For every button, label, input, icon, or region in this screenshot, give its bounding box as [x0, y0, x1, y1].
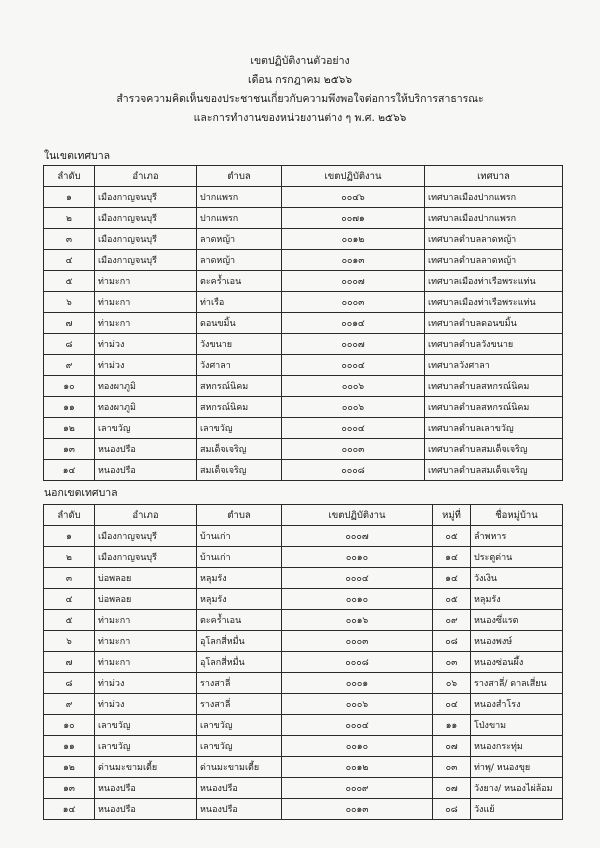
cell-subdistrict: เลาขวัญ: [197, 736, 282, 757]
cell-zone: ๐๐๑๐: [282, 547, 433, 568]
table-row: [44, 334, 563, 355]
cell-moo: ๐๙: [433, 610, 471, 631]
cell-subdistrict: ตะคร้ำเอน: [197, 271, 282, 292]
cell-subdistrict: ปากแพรก: [197, 187, 282, 208]
cell-village: หลุมรัง: [471, 589, 563, 610]
cell-moo: ๐๗: [433, 736, 471, 757]
cell-village: ท่าพุ/ หนองขุย: [471, 757, 563, 778]
cell-village: หนองซึ่แรต: [471, 610, 563, 631]
cell-order: ๑๔: [44, 460, 95, 481]
cell-subdistrict: บ้านเก่า: [197, 526, 282, 547]
cell-subdistrict: วังศาลา: [197, 355, 282, 376]
cell-moo: ๐๖: [433, 673, 471, 694]
cell-order: ๑๑: [44, 736, 95, 757]
table-row: [44, 313, 563, 334]
cell-subdistrict: หลุมรัง: [197, 568, 282, 589]
cell-district: ทองผาภูมิ: [95, 376, 197, 397]
cell-moo: ๐๔: [433, 694, 471, 715]
cell-moo: ๐๘: [433, 799, 471, 820]
cell-order: ๒: [44, 208, 95, 229]
cell-order: ๘: [44, 673, 95, 694]
cell-zone: ๐๐๐๔: [282, 568, 433, 589]
cell-zone: ๐๐๑๓: [282, 250, 425, 271]
cell-municipality: เทศบาลตำบลวังขนาย: [425, 334, 563, 355]
cell-moo: ๐๘: [433, 631, 471, 652]
cell-village: รางสาลี่/ ดาลเสี่ยน: [471, 673, 563, 694]
table1-header-district: อำเภอ: [95, 166, 197, 187]
cell-subdistrict: ท่าเรือ: [197, 292, 282, 313]
cell-zone: ๐๐๔๖: [282, 187, 425, 208]
cell-municipality: เทศบาลตำบลเลาขวัญ: [425, 418, 563, 439]
cell-order: ๑: [44, 187, 95, 208]
table-row: [44, 250, 563, 271]
cell-subdistrict: ปากแพรก: [197, 208, 282, 229]
cell-moo: ๑๑: [433, 715, 471, 736]
table-row: [44, 292, 563, 313]
table-row: [44, 589, 563, 610]
cell-order: ๙: [44, 694, 95, 715]
table-row: [44, 355, 563, 376]
cell-village: วังยาง/ หนองไผ่ล้อม: [471, 778, 563, 799]
cell-order: ๗: [44, 313, 95, 334]
cell-zone: ๐๐๑๐: [282, 736, 433, 757]
cell-order: ๔: [44, 589, 95, 610]
cell-district: ท่าม่วง: [95, 355, 197, 376]
table-row: [44, 715, 563, 736]
header-line-4: และการทำงานของหน่วยงานต่าง ๆ พ.ศ. ๒๕๖๖: [193, 112, 407, 124]
cell-zone: ๐๐๑๒: [282, 229, 425, 250]
cell-subdistrict: หลุมรัง: [197, 589, 282, 610]
cell-order: ๒: [44, 547, 95, 568]
cell-zone: ๐๐๑๓: [282, 799, 433, 820]
cell-order: ๗: [44, 652, 95, 673]
table2-header-subdistrict: ตำบล: [197, 505, 282, 526]
cell-district: เลาขวัญ: [95, 715, 197, 736]
cell-zone: ๐๐๐๗: [282, 271, 425, 292]
cell-order: ๓: [44, 229, 95, 250]
cell-subdistrict: อุโลกสี่หมื่น: [197, 631, 282, 652]
cell-order: ๘: [44, 334, 95, 355]
cell-order: ๑๒: [44, 418, 95, 439]
cell-district: ท่ามะกา: [95, 610, 197, 631]
cell-village: หนองกระทุ่ม: [471, 736, 563, 757]
cell-order: ๑๓: [44, 439, 95, 460]
cell-moo: ๐๓: [433, 757, 471, 778]
table1-title: ในเขตเทศบาล: [44, 150, 111, 162]
cell-zone: ๐๐๐๑: [282, 673, 433, 694]
cell-subdistrict: ลาดหญ้า: [197, 229, 282, 250]
cell-municipality: เทศบาลเมืองท่าเรือพระแท่น: [425, 292, 563, 313]
cell-district: บ่อพลอย: [95, 568, 197, 589]
cell-order: ๑๔: [44, 799, 95, 820]
header-line-2: เดือน กรกฎาคม ๒๕๖๖: [247, 74, 352, 86]
cell-moo: ๐๓: [433, 652, 471, 673]
cell-municipality: เทศบาลตำบลลาดหญ้า: [425, 229, 563, 250]
table-row: [44, 778, 563, 799]
cell-moo: ๐๕: [433, 589, 471, 610]
cell-municipality: เทศบาลตำบลดอนขมิ้น: [425, 313, 563, 334]
document-header: [0, 52, 600, 128]
header-line-1: เขตปฏิบัติงานตัวอย่าง: [250, 55, 350, 67]
cell-zone: ๐๐๐๘: [282, 652, 433, 673]
table1-header-order: ลำดับ: [44, 166, 95, 187]
table2-header-order: ลำดับ: [44, 505, 95, 526]
cell-village: ประตูด่าน: [471, 547, 563, 568]
cell-municipality: เทศบาลวังศาลา: [425, 355, 563, 376]
cell-zone: ๐๐๐๖: [282, 694, 433, 715]
cell-zone: ๐๐๑๐: [282, 589, 433, 610]
table-row: [44, 799, 563, 820]
table-row: [44, 460, 563, 481]
cell-order: ๑: [44, 526, 95, 547]
cell-subdistrict: ตะคร้ำเอน: [197, 610, 282, 631]
cell-district: เมืองกาญจนบุรี: [95, 208, 197, 229]
table1-body: [44, 187, 563, 481]
cell-municipality: เทศบาลตำบลลาดหญ้า: [425, 250, 563, 271]
cell-zone: ๐๐๑๔: [282, 313, 425, 334]
cell-order: ๓: [44, 568, 95, 589]
cell-district: เมืองกาญจนบุรี: [95, 187, 197, 208]
cell-zone: ๐๐๐๘: [282, 460, 425, 481]
table-row: [44, 187, 563, 208]
cell-zone: ๐๐๗๑: [282, 208, 425, 229]
table-row: [44, 271, 563, 292]
cell-subdistrict: เลาขวัญ: [197, 715, 282, 736]
cell-zone: ๐๐๐๓: [282, 292, 425, 313]
table-row: [44, 610, 563, 631]
cell-district: หนองปรือ: [95, 778, 197, 799]
table-row: [44, 229, 563, 250]
cell-subdistrict: อุโลกสี่หมื่น: [197, 652, 282, 673]
cell-municipality: เทศบาลตำบลสหกรณ์นิคม: [425, 376, 563, 397]
cell-subdistrict: ดอนขมิ้น: [197, 313, 282, 334]
table1-header-subdistrict: ตำบล: [197, 166, 282, 187]
cell-subdistrict: เลาขวัญ: [197, 418, 282, 439]
cell-moo: ๐๕: [433, 526, 471, 547]
cell-subdistrict: สมเด็จเจริญ: [197, 439, 282, 460]
table2-header-zone: เขตปฏิบัติงาน: [282, 505, 433, 526]
table2-title: นอกเขตเทศบาล: [44, 487, 118, 499]
cell-moo: ๑๔: [433, 568, 471, 589]
table-row: [44, 631, 563, 652]
cell-district: เมืองกาญจนบุรี: [95, 229, 197, 250]
cell-order: ๕: [44, 610, 95, 631]
cell-order: ๖: [44, 631, 95, 652]
cell-order: ๙: [44, 355, 95, 376]
cell-district: ทองผาภูมิ: [95, 397, 197, 418]
cell-order: ๑๐: [44, 376, 95, 397]
cell-district: ด่านมะขามเตี้ย: [95, 757, 197, 778]
cell-order: ๔: [44, 250, 95, 271]
table-row: [44, 376, 563, 397]
cell-subdistrict: สหกรณ์นิคม: [197, 376, 282, 397]
cell-municipality: เทศบาลเมืองท่าเรือพระแท่น: [425, 271, 563, 292]
cell-village: หนองสำโรง: [471, 694, 563, 715]
cell-zone: ๐๐๐๔: [282, 355, 425, 376]
municipal-table: [43, 165, 563, 481]
table1-header-municipality: เทศบาล: [425, 166, 563, 187]
cell-order: ๕: [44, 271, 95, 292]
cell-order: ๑๐: [44, 715, 95, 736]
cell-village: หนองซ่อนผึ้ง: [471, 652, 563, 673]
header-line-3: สำรวจความคิดเห็นของประชาชนเกี่ยวกับความพึงพอใจต่อการให้บริการสาธารณะ: [116, 93, 484, 105]
cell-municipality: เทศบาลตำบลสมเด็จเจริญ: [425, 460, 563, 481]
cell-district: ท่ามะกา: [95, 292, 197, 313]
cell-district: ท่ามะกา: [95, 631, 197, 652]
cell-village: ลำพหาร: [471, 526, 563, 547]
table-row: [44, 652, 563, 673]
cell-zone: ๐๐๐๓: [282, 439, 425, 460]
cell-district: ท่าม่วง: [95, 334, 197, 355]
cell-zone: ๐๐๑๖: [282, 610, 433, 631]
cell-district: ท่ามะกา: [95, 652, 197, 673]
table-row: [44, 694, 563, 715]
cell-subdistrict: วังขนาย: [197, 334, 282, 355]
table-row: [44, 418, 563, 439]
cell-municipality: เทศบาลตำบลสมเด็จเจริญ: [425, 439, 563, 460]
cell-district: ท่าม่วง: [95, 673, 197, 694]
non-municipal-table: [43, 504, 563, 820]
cell-municipality: เทศบาลตำบลสหกรณ์นิคม: [425, 397, 563, 418]
cell-order: ๖: [44, 292, 95, 313]
cell-moo: ๐๗: [433, 778, 471, 799]
cell-village: หนองพงษ์: [471, 631, 563, 652]
cell-subdistrict: รางสาลี่: [197, 673, 282, 694]
cell-district: เลาขวัญ: [95, 736, 197, 757]
table2-header-village: ชื่อหมู่บ้าน: [471, 505, 563, 526]
cell-subdistrict: ด่านมะขามเตี้ย: [197, 757, 282, 778]
cell-subdistrict: รางสาลี่: [197, 694, 282, 715]
cell-zone: ๐๐๐๙: [282, 778, 433, 799]
table2-header-moo: หมู่ที่: [433, 505, 471, 526]
cell-district: เมืองกาญจนบุรี: [95, 526, 197, 547]
table-row: [44, 397, 563, 418]
table-row: [44, 439, 563, 460]
cell-order: ๑๑: [44, 397, 95, 418]
cell-subdistrict: ลาดหญ้า: [197, 250, 282, 271]
cell-village: โป่งขาม: [471, 715, 563, 736]
cell-district: หนองปรือ: [95, 460, 197, 481]
cell-zone: ๐๐๐๗: [282, 334, 425, 355]
cell-order: ๑๓: [44, 778, 95, 799]
cell-municipality: เทศบาลเมืองปากแพรก: [425, 208, 563, 229]
cell-district: ท่ามะกา: [95, 313, 197, 334]
cell-district: ท่าม่วง: [95, 694, 197, 715]
cell-district: เมืองกาญจนบุรี: [95, 547, 197, 568]
cell-district: เลาขวัญ: [95, 418, 197, 439]
table-row: [44, 757, 563, 778]
cell-municipality: เทศบาลเมืองปากแพรก: [425, 187, 563, 208]
cell-zone: ๐๐๐๖: [282, 397, 425, 418]
table1-header-row: [44, 166, 563, 187]
cell-subdistrict: หนองปรือ: [197, 778, 282, 799]
table-row: [44, 568, 563, 589]
cell-district: บ่อพลอย: [95, 589, 197, 610]
cell-moo: ๑๔: [433, 547, 471, 568]
table-row: [44, 736, 563, 757]
cell-zone: ๐๐๐๔: [282, 418, 425, 439]
cell-subdistrict: หนองปรือ: [197, 799, 282, 820]
cell-zone: ๐๐๐๔: [282, 715, 433, 736]
cell-district: หนองปรือ: [95, 439, 197, 460]
table2-header-district: อำเภอ: [95, 505, 197, 526]
cell-district: เมืองกาญจนบุรี: [95, 250, 197, 271]
cell-subdistrict: สหกรณ์นิคม: [197, 397, 282, 418]
cell-village: วังแย้: [471, 799, 563, 820]
table1-header-zone: เขตปฏิบัติงาน: [282, 166, 425, 187]
cell-subdistrict: สมเด็จเจริญ: [197, 460, 282, 481]
table-row: [44, 208, 563, 229]
table-row: [44, 673, 563, 694]
table-row: [44, 547, 563, 568]
cell-district: ท่ามะกา: [95, 271, 197, 292]
cell-zone: ๐๐๐๖: [282, 376, 425, 397]
table-row: [44, 526, 563, 547]
cell-village: วังเงิน: [471, 568, 563, 589]
table2-body: [44, 526, 563, 820]
cell-zone: ๐๐๑๒: [282, 757, 433, 778]
cell-zone: ๐๐๐๓: [282, 631, 433, 652]
cell-order: ๑๒: [44, 757, 95, 778]
cell-subdistrict: บ้านเก่า: [197, 547, 282, 568]
cell-district: หนองปรือ: [95, 799, 197, 820]
cell-zone: ๐๐๐๗: [282, 526, 433, 547]
table2-header-row: [44, 505, 563, 526]
